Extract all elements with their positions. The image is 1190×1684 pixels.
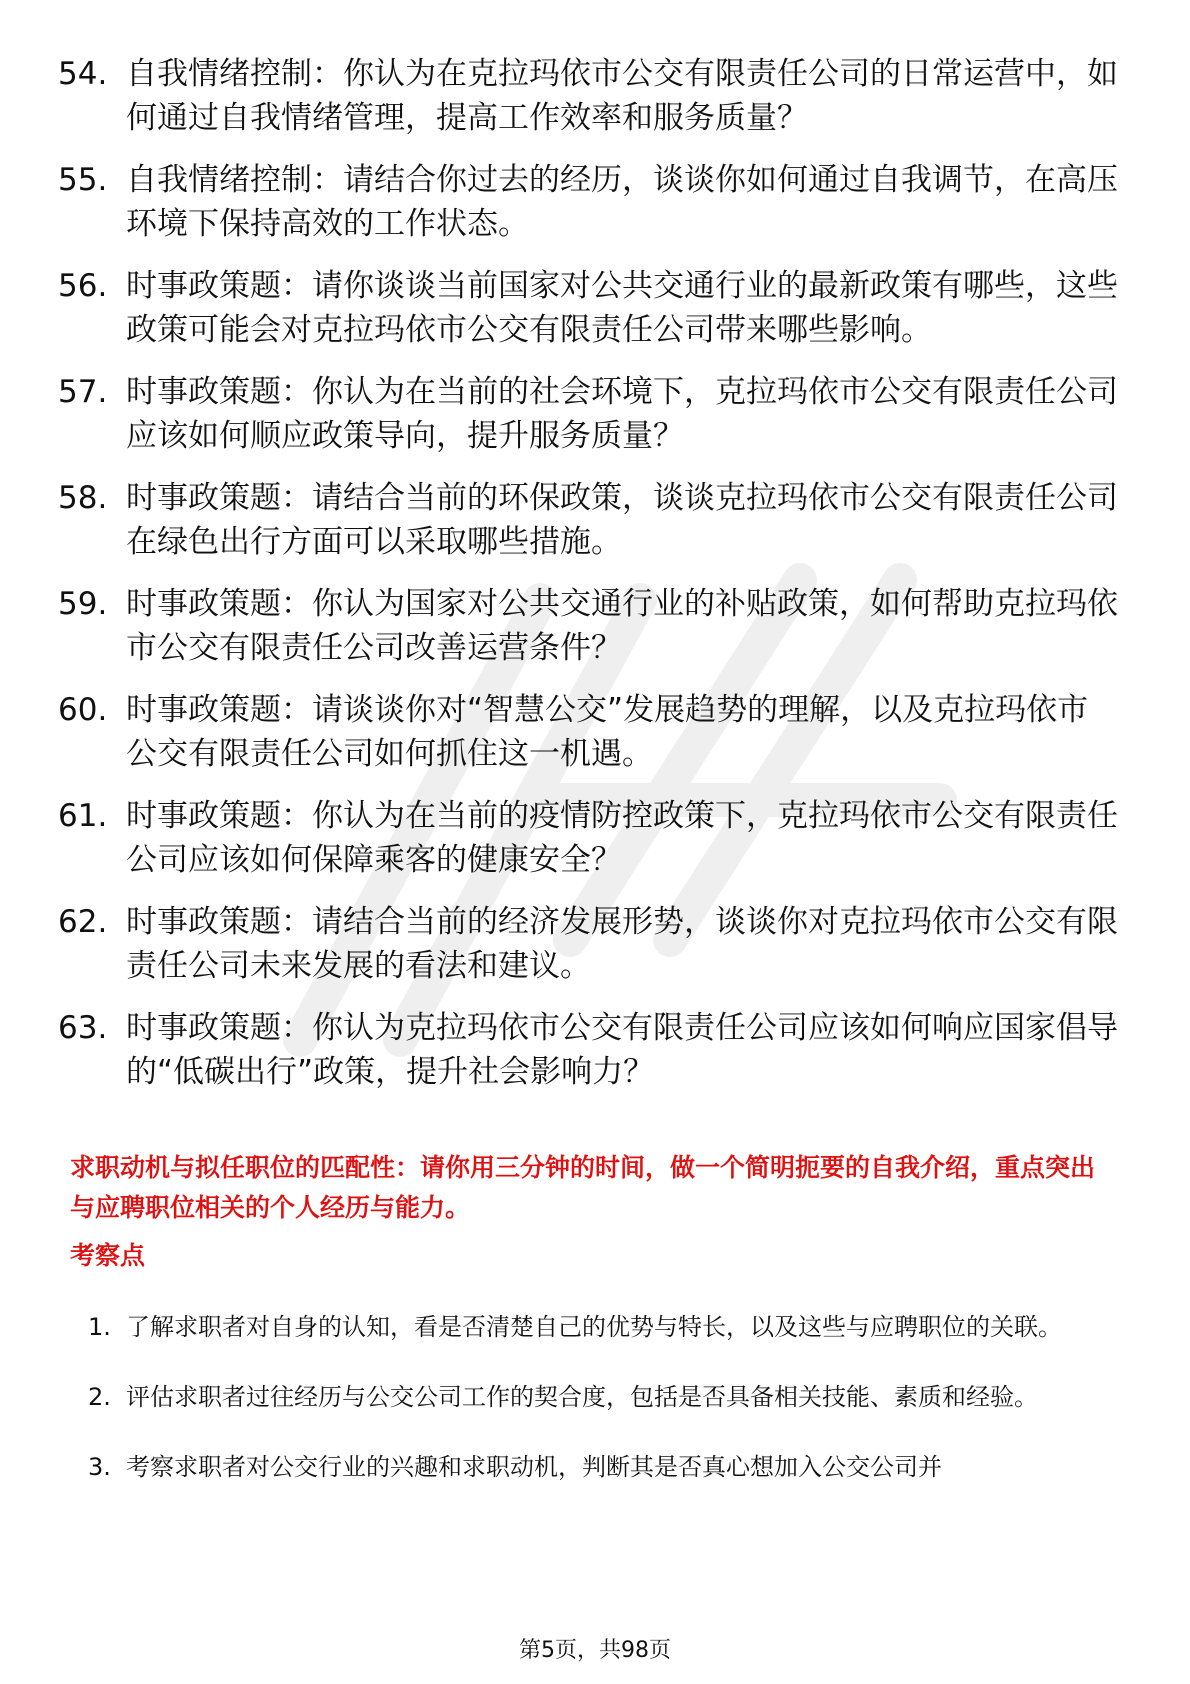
question-item xyxy=(58,158,1118,246)
question-text: 时事政策题：你认为在当前的社会环境下，克拉玛依市公交有限责任公司应该如何顺应政策导向，提升服务质量？ xyxy=(126,374,1118,454)
question-number: 59. xyxy=(58,586,108,622)
question-number: 62. xyxy=(58,904,108,940)
question-text: 时事政策题：请结合当前的环保政策，谈谈克拉玛依市公交有限责任公司在绿色出行方面可以采取哪些措施。 xyxy=(126,480,1118,560)
question-number: 58. xyxy=(58,480,108,516)
question-text: 时事政策题：请结合当前的经济发展形势，谈谈你对克拉玛依市公交有限责任公司未来发展的看法和建议。 xyxy=(126,904,1118,984)
list-item xyxy=(88,1370,1118,1425)
question-item xyxy=(58,52,1118,140)
point-text: 考察求职者对公交行业的兴趣和求职动机，判断其是否真心想加入公交公司并 xyxy=(126,1453,942,1481)
question-text: 时事政策题：你认为国家对公共交通行业的补贴政策，如何帮助克拉玛依市公交有限责任公司改善运营条件？ xyxy=(126,586,1118,666)
question-list xyxy=(58,52,1118,1112)
question-number: 60. xyxy=(58,692,108,728)
point-text: 评估求职者过往经历与公交公司工作的契合度，包括是否具备相关技能、素质和经验。 xyxy=(126,1383,1038,1411)
point-number: 1. xyxy=(88,1313,111,1341)
point-number: 2. xyxy=(88,1383,111,1411)
question-text: 时事政策题：请你谈谈当前国家对公共交通行业的最新政策有哪些，这些政策可能会对克拉玛依市公交有限责任公司带来哪些影响。 xyxy=(126,268,1118,348)
question-text: 时事政策题：请谈谈你对“智慧公交”发展趋势的理解，以及克拉玛依市公交有限责任公司如何抓住这一机遇。 xyxy=(126,692,1089,772)
page-footer: 第5页，共98页 xyxy=(519,1638,671,1663)
question-text: 时事政策题：你认为克拉玛依市公交有限责任公司应该如何响应国家倡导的“低碳出行”政策，提升社会影响力？ xyxy=(126,1010,1118,1090)
question-item xyxy=(58,582,1118,670)
question-text: 时事政策题：你认为在当前的疫情防控政策下，克拉玛依市公交有限责任公司应该如何保障乘客的健康安全？ xyxy=(126,798,1118,878)
list-item xyxy=(88,1300,1118,1355)
question-text: 自我情绪控制：你认为在克拉玛依市公交有限责任公司的日常运营中，如何通过自我情绪管理，提高工作效率和服务质量？ xyxy=(126,56,1118,136)
question-item xyxy=(58,900,1118,988)
question-item xyxy=(58,794,1118,882)
point-number: 3. xyxy=(88,1453,111,1481)
question-item xyxy=(58,370,1118,458)
question-item xyxy=(58,688,1118,776)
question-item xyxy=(58,1006,1118,1094)
question-text: 自我情绪控制：请结合你过去的经历，谈谈你如何通过自我调节，在高压环境下保持高效的工作状态。 xyxy=(126,162,1118,242)
section-title: 考察点 xyxy=(70,1241,146,1270)
question-number: 56. xyxy=(58,268,108,304)
question-number: 63. xyxy=(58,1010,108,1046)
question-number: 57. xyxy=(58,374,108,410)
question-item xyxy=(58,264,1118,352)
question-number: 61. xyxy=(58,798,108,834)
assessment-points-list xyxy=(88,1300,1118,1510)
question-item xyxy=(58,476,1118,564)
list-item xyxy=(88,1440,1118,1495)
question-number: 55. xyxy=(58,162,108,198)
point-text: 了解求职者对自身的认知，看是否清楚自己的优势与特长，以及这些与应聘职位的关联。 xyxy=(126,1313,1062,1341)
question-number: 54. xyxy=(58,56,108,92)
highlight-question: 求职动机与拟任职位的匹配性：请你用三分钟的时间，做一个简明扼要的自我介绍，重点突出与应聘职位相关的个人经历与能力。 xyxy=(70,1153,1096,1222)
